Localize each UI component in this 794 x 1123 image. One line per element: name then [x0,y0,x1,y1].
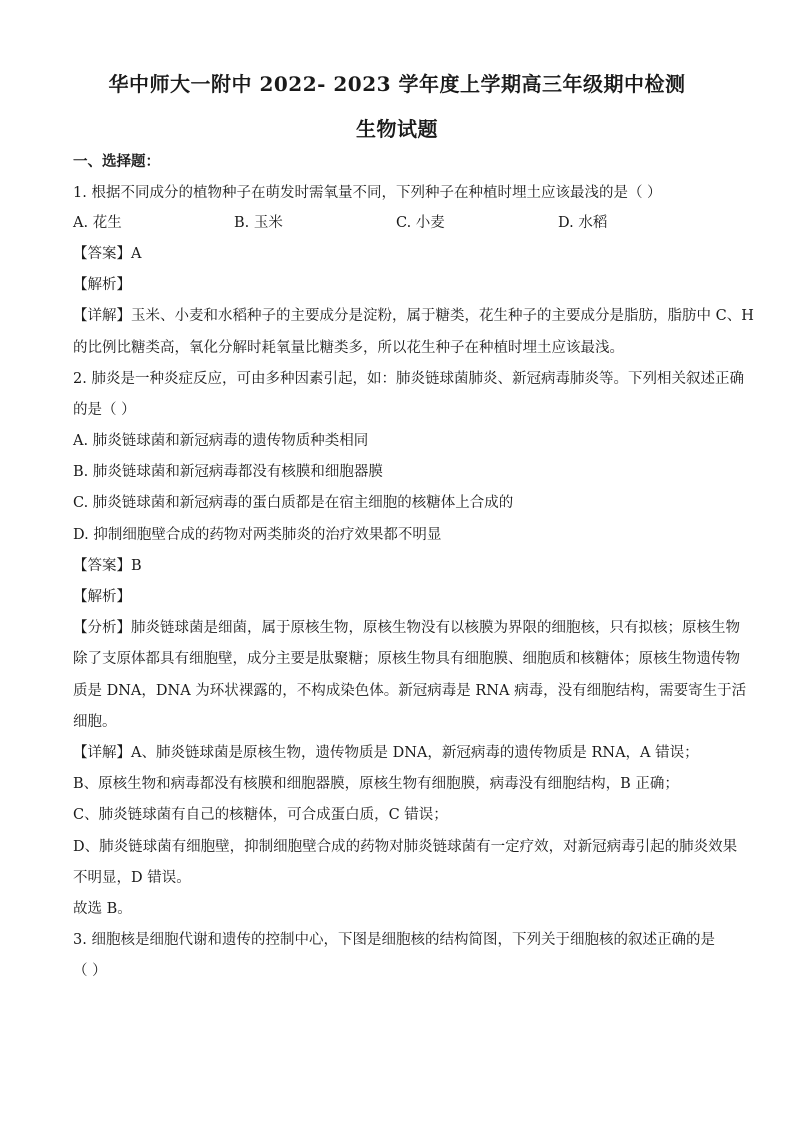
q1-detail-line: 【详解】玉米、小麦和水稻种子的主要成分是淀粉，属于糖类，花生种子的主要成分是脂肪，脂肪中 C、H [73,308,754,324]
document-subtitle: 生物试题 [356,117,438,141]
q1-option-c: C. 小麦 [396,215,445,231]
q1-option-a: A. 花生 [73,215,122,231]
section-heading: 一、选择题： [73,153,160,170]
q2-stem-line: 的是（ ） [73,402,136,418]
q2-detail-line: 【详解】A、肺炎链球菌是原核生物，遗传物质是 DNA，新冠病毒的遗传物质是 RNA，A 错误； [73,745,699,761]
q2-option-c: C. 肺炎链球菌和新冠病毒的蛋白质都是在宿主细胞的核糖体上合成的 [73,495,514,511]
q2-option-d: D. 抑制细胞壁合成的药物对两类肺炎的治疗效果都不明显 [73,527,442,543]
q3-stem-line: （ ） [73,963,107,979]
q1-detail-line: 的比例比糖类高，氧化分解时耗氧量比糖类多，所以花生种子在种植时埋土应该最浅。 [73,340,624,356]
q1-answer: 【答案】A [73,246,142,262]
q2-fenxi-line: 细胞。 [73,714,117,730]
q2-detail-line: D、肺炎链球菌有细胞壁，抑制细胞壁合成的药物对肺炎链球菌有一定疗效，对新冠病毒引起的肺炎效果 [73,839,738,855]
q2-analysis-label: 【解析】 [73,589,131,605]
q2-fenxi-line: 【分析】肺炎链球菌是细菌，属于原核生物，原核生物没有以核膜为界限的细胞核，只有拟核；原核生物 [73,620,740,636]
q2-option-b: B. 肺炎链球菌和新冠病毒都没有核膜和细胞器膜 [73,464,383,480]
document-title: 华中师大一附中 2022- 2023 学年度上学期高三年级期中检测 [108,72,686,96]
q3-stem-line: 3. 细胞核是细胞代谢和遗传的控制中心，下图是细胞核的结构简图，下列关于细胞核的叙述正确的是 [73,932,715,948]
q1-option-d: D. 水稻 [558,215,608,231]
q1-stem: 1. 根据不同成分的植物种子在萌发时需氧量不同，下列种子在种植时埋土应该最浅的是（ ） [73,185,662,201]
q2-detail-line: 不明显，D 错误。 [73,870,191,886]
q1-option-b: B. 玉米 [234,215,283,231]
q2-fenxi-line: 除了支原体都具有细胞壁，成分主要是肽聚糖；原核生物具有细胞膜、细胞质和核糖体；原核生物遗传物 [73,651,740,667]
q2-detail-line: C、肺炎链球菌有自己的核糖体，可合成蛋白质，C 错误； [73,807,448,823]
q2-answer: 【答案】B [73,558,142,574]
q2-option-a: A. 肺炎链球菌和新冠病毒的遗传物质种类相同 [73,433,369,449]
q2-fenxi-line: 质是 DNA，DNA 为环状裸露的，不构成染色体。新冠病毒是 RNA 病毒，没有细胞结构，需要寄生于活 [73,683,747,699]
q2-stem-line: 2. 肺炎是一种炎症反应，可由多种因素引起，如：肺炎链球菌肺炎、新冠病毒肺炎等。下列相关叙述正确 [73,371,744,387]
q2-conclusion: 故选 B。 [73,901,132,917]
q1-analysis-label: 【解析】 [73,277,131,293]
q2-detail-line: B、原核生物和病毒都没有核膜和细胞器膜，原核生物有细胞膜，病毒没有细胞结构，B 正确； [73,776,679,792]
